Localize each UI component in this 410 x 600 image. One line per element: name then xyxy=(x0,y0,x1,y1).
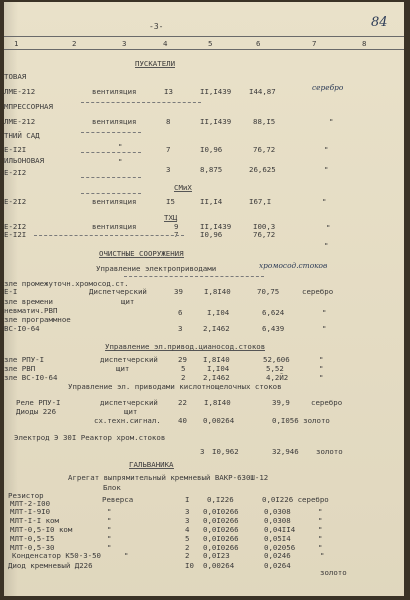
table-cell: 6 xyxy=(178,308,183,317)
section-heading: ПУСКАТЕЛИ xyxy=(135,59,176,68)
table-cell: вентиляция xyxy=(92,197,137,206)
table-cell: невматич.РВП xyxy=(4,306,58,315)
header-rule-top xyxy=(4,36,404,37)
table-cell: 0,02056 xyxy=(264,543,296,552)
column-number: 7 xyxy=(312,39,317,48)
table-cell: 5 xyxy=(185,534,190,543)
table-cell: Диоды 226 xyxy=(16,407,57,416)
table-cell: зле времени xyxy=(4,297,53,306)
table-cell: серебро xyxy=(302,287,334,296)
table-cell: " xyxy=(318,525,323,534)
table-cell: I,8I40 xyxy=(203,355,230,364)
table-cell: 3 xyxy=(178,324,183,333)
table-cell: 76,72 xyxy=(253,145,276,154)
table-cell: " xyxy=(118,142,123,151)
table-cell: 4 xyxy=(185,525,190,534)
column-number: 8 xyxy=(362,39,367,48)
table-cell: 0,0I0266 xyxy=(203,516,239,525)
table-cell: 39,9 xyxy=(272,398,290,407)
table-cell: I5 xyxy=(166,197,175,206)
table-cell: " xyxy=(324,165,329,174)
table-cell: 0,0264 xyxy=(264,561,291,570)
table-cell: серебро xyxy=(312,83,344,92)
table-cell: 0,0246 xyxy=(264,551,291,560)
table-cell: " xyxy=(107,507,112,516)
table-cell: Диод кремневый Д226 xyxy=(8,561,93,570)
column-number: 6 xyxy=(256,39,261,48)
column-number: 5 xyxy=(208,39,213,48)
table-cell: " xyxy=(329,117,334,126)
table-cell: 0,0I0266 xyxy=(203,525,239,534)
table-cell: II,I4 xyxy=(200,197,223,206)
table-cell: щит xyxy=(116,364,130,373)
table-cell: " xyxy=(107,516,112,525)
table-cell: МПРЕССОРНАЯ xyxy=(4,102,53,111)
table-separator xyxy=(81,102,201,103)
table-cell: зле промежуточн.хромосод.ст. xyxy=(4,279,129,288)
table-cell: ТНИЙ САД xyxy=(4,131,40,140)
table-cell: вентиляция xyxy=(92,117,137,126)
table-cell: зле РПУ-I xyxy=(4,355,45,364)
table-cell: Е-I2I xyxy=(4,145,27,154)
table-cell: 0,0I0266 xyxy=(203,543,239,552)
table-cell: зле РВП xyxy=(4,364,36,373)
table-cell: 0,0I23 xyxy=(203,551,230,560)
section-heading: Управление эл. приводами кислотнощелочных стоков xyxy=(68,382,282,391)
table-separator xyxy=(81,132,141,133)
table-cell: " xyxy=(320,551,325,560)
table-cell: Реле РПУ-I xyxy=(16,398,61,407)
table-cell: 7 xyxy=(166,145,171,154)
table-cell: Электрод Э 30I Реактор хром.стоков xyxy=(14,433,166,442)
table-cell: I67,I xyxy=(249,197,272,206)
table-cell: I0 xyxy=(185,561,194,570)
section-heading: ГАЛЬВАНИКА xyxy=(129,460,174,469)
table-cell: ВС-I0-64 xyxy=(4,324,40,333)
column-number: 4 xyxy=(163,39,168,48)
table-cell: 0,0I0266 xyxy=(203,507,239,516)
table-cell: 6,624 xyxy=(262,308,285,317)
table-cell: диспетчерский xyxy=(100,398,158,407)
table-cell: " xyxy=(322,324,327,333)
table-cell: серебро xyxy=(311,398,343,407)
table-cell: II,I439 xyxy=(200,87,232,96)
table-cell: " xyxy=(319,364,324,373)
table-cell: " xyxy=(124,551,129,560)
page-number: -3- xyxy=(149,22,164,31)
table-cell: 22 xyxy=(178,398,187,407)
section-heading: Агрегат выпрямительный кремневый ВАКР-630Ш-12 xyxy=(68,473,269,482)
table-cell: I,I04 xyxy=(207,364,230,373)
table-cell: 40 xyxy=(178,416,187,425)
table-separator xyxy=(34,235,184,236)
section-heading: Управление эл.привод.цианосод.стоков xyxy=(105,342,266,351)
table-cell: Е-2I2 xyxy=(4,222,27,231)
table-cell: " xyxy=(118,157,123,166)
table-cell: золото xyxy=(320,568,347,577)
table-separator xyxy=(124,276,264,277)
table-cell: щит xyxy=(121,297,135,306)
table-cell: 4,2Й2 xyxy=(266,373,289,382)
table-cell: Реверса xyxy=(102,495,134,504)
table-cell: 8 xyxy=(166,117,171,126)
table-cell: " xyxy=(324,145,329,154)
table-cell: 70,75 xyxy=(257,287,280,296)
table-cell: 2 xyxy=(181,373,186,382)
table-cell: 3 xyxy=(166,165,171,174)
table-cell: вентиляция xyxy=(92,222,137,231)
table-cell: 0,05I4 xyxy=(264,534,291,543)
table-cell: " xyxy=(107,534,112,543)
table-cell: Е-I2I xyxy=(4,230,27,239)
table-separator xyxy=(81,152,141,153)
table-cell: Конденсатор К50-3-50 xyxy=(12,551,101,560)
table-cell: 5,52 xyxy=(266,364,284,373)
table-cell: " xyxy=(318,507,323,516)
table-cell: 9 xyxy=(174,222,179,231)
table-cell: I,8I40 xyxy=(204,398,231,407)
table-cell: Е-2I2 xyxy=(4,197,27,206)
table-cell: 2,I462 xyxy=(203,373,230,382)
table-cell: " xyxy=(319,355,324,364)
table-cell: " xyxy=(324,241,329,250)
table-cell: I,8I40 xyxy=(204,287,231,296)
table-cell: диспетчерский xyxy=(100,355,158,364)
table-cell: зле программное xyxy=(4,315,71,324)
table-separator xyxy=(81,177,141,178)
table-cell: 0,0308 xyxy=(264,516,291,525)
table-cell: зле ВС-I0-64 xyxy=(4,373,58,382)
table-cell: " xyxy=(322,197,327,206)
table-cell: 0,0I0266 xyxy=(203,534,239,543)
section-heading: хромосод.стоков xyxy=(259,261,328,270)
table-cell: 6,439 xyxy=(262,324,285,333)
section-heading: СМиХ xyxy=(174,183,192,192)
table-cell: " xyxy=(107,543,112,552)
table-cell: 0,00264 xyxy=(203,561,235,570)
table-cell: ИЛЬОНОВАЯ xyxy=(4,156,45,165)
table-cell: " xyxy=(326,223,331,232)
table-cell: МЛТ-2-I00 xyxy=(10,499,51,508)
table-cell: " xyxy=(107,525,112,534)
table-cell: I0,96 xyxy=(200,230,223,239)
table-cell: 5 xyxy=(181,364,186,373)
table-cell: I3 xyxy=(164,87,173,96)
table-cell: МЛТ-0,5-I0 ком xyxy=(10,525,73,534)
table-cell: ЛМЕ-212 xyxy=(4,117,36,126)
table-cell: " xyxy=(318,534,323,543)
table-cell: 0,00264 xyxy=(203,416,235,425)
column-number: 2 xyxy=(72,39,77,48)
section-heading: Управление электроприводами xyxy=(96,264,217,273)
section-heading: ОЧИСТНЫЕ СООРУЖЕНИЯ xyxy=(99,249,184,258)
table-cell: " xyxy=(322,308,327,317)
archive-page-number: 84 xyxy=(371,15,388,30)
table-cell: I0,962 xyxy=(212,447,239,456)
table-cell: 52,606 xyxy=(263,355,290,364)
table-cell: I0,96 xyxy=(200,145,223,154)
table-cell: 0,I226 xyxy=(207,495,234,504)
table-cell: 0,I056 золото xyxy=(272,416,330,425)
table-cell: ТОВАЯ xyxy=(4,72,27,81)
table-cell: вентиляция xyxy=(92,87,137,96)
table-cell: 7 xyxy=(174,230,179,239)
header-rule-bottom xyxy=(4,49,404,50)
table-cell: 2 xyxy=(185,551,190,560)
table-cell: сх.техн.сигнал. xyxy=(94,416,161,425)
table-cell: 3 xyxy=(200,447,205,456)
table-cell: 26,625 xyxy=(249,165,276,174)
table-cell: Блок xyxy=(103,483,121,492)
table-cell: 29 xyxy=(178,355,187,364)
table-cell: 2,I462 xyxy=(203,324,230,333)
table-cell: 8,875 xyxy=(200,165,223,174)
table-cell: " xyxy=(319,373,324,382)
table-cell: " xyxy=(318,516,323,525)
table-cell: МЛТ-I-I ком xyxy=(10,516,59,525)
table-cell: 76,72 xyxy=(253,230,276,239)
table-cell: II,I439 xyxy=(200,117,232,126)
table-cell: золото xyxy=(316,447,343,456)
table-separator xyxy=(81,193,141,194)
table-cell: 3 xyxy=(185,507,190,516)
document-page xyxy=(4,2,404,596)
table-cell: 2 xyxy=(185,543,190,552)
table-cell: Диспетчерский xyxy=(89,287,147,296)
table-cell: 0,04II4 xyxy=(264,525,296,534)
table-cell: МЛТ-0,5-30 xyxy=(10,543,55,552)
table-cell: I00,3 xyxy=(253,222,276,231)
table-cell: 39 xyxy=(174,287,183,296)
table-cell: 88,I5 xyxy=(253,117,276,126)
table-cell: I xyxy=(185,495,190,504)
table-cell: 32,946 xyxy=(272,447,299,456)
table-cell: 3 xyxy=(185,516,190,525)
table-cell: МЛТ-0,5-I5 xyxy=(10,534,55,543)
table-cell: 0,0308 xyxy=(264,507,291,516)
table-cell: щит xyxy=(124,407,138,416)
table-cell: Резистор xyxy=(8,491,44,500)
table-cell: I,I04 xyxy=(207,308,230,317)
table-cell: Е-I xyxy=(4,287,18,296)
table-cell: " xyxy=(318,543,323,552)
column-number: 3 xyxy=(122,39,127,48)
table-cell: ЛМЕ-212 xyxy=(4,87,36,96)
table-cell: I44,87 xyxy=(249,87,276,96)
table-cell: II,I439 xyxy=(200,222,232,231)
section-heading: ТХЦ xyxy=(164,213,178,222)
column-number: 1 xyxy=(14,39,19,48)
table-cell: Е-2I2 xyxy=(4,168,27,177)
table-cell: 0,0I226 серебро xyxy=(262,495,329,504)
table-cell: МЛТ-I-9I0 xyxy=(10,507,51,516)
